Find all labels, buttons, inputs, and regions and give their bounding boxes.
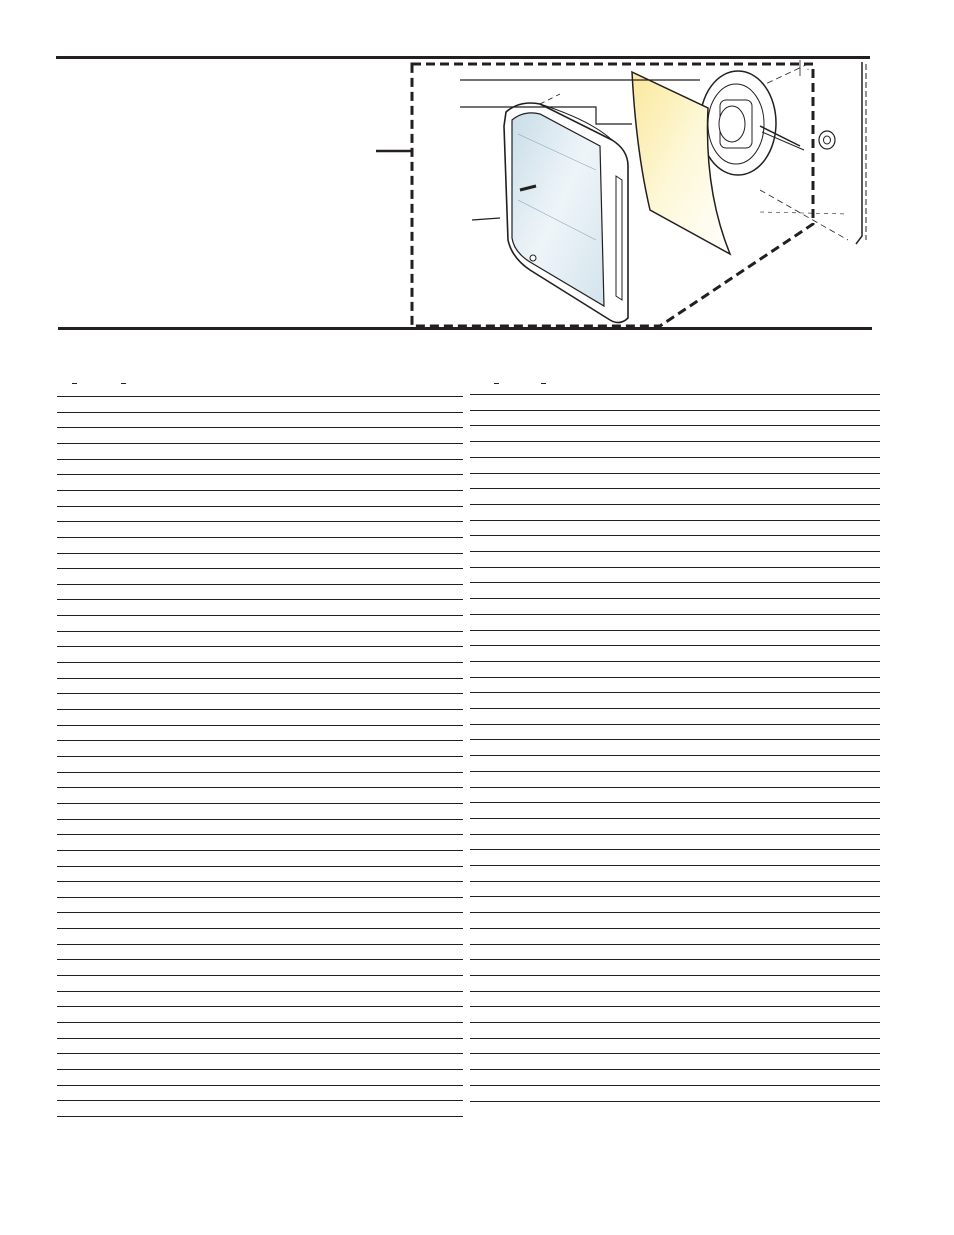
table-row	[470, 928, 880, 929]
table-row	[57, 568, 463, 569]
table-row	[470, 818, 880, 819]
table-row	[470, 425, 880, 426]
table-row	[470, 614, 880, 615]
table-row	[57, 709, 463, 710]
table-row	[57, 897, 463, 898]
table-row	[57, 756, 463, 757]
table-row	[57, 725, 463, 726]
table-row	[470, 441, 880, 442]
grommet	[819, 131, 835, 149]
table-row	[57, 772, 463, 773]
table-row	[470, 645, 880, 646]
table-row	[470, 677, 880, 678]
parts-table-left	[57, 396, 463, 1136]
table-row	[470, 410, 880, 411]
table-row	[470, 473, 880, 474]
table-row	[470, 739, 880, 740]
table-row	[470, 1069, 880, 1070]
table-row	[470, 567, 880, 568]
table-row	[57, 537, 463, 538]
table-row	[470, 771, 880, 772]
table-row	[57, 459, 463, 460]
table-row	[57, 959, 463, 960]
table-row	[57, 678, 463, 679]
table-row	[57, 506, 463, 507]
table-row	[470, 802, 880, 803]
table-row	[470, 849, 880, 850]
table-row	[57, 1022, 463, 1023]
table-row	[470, 787, 880, 788]
table-row	[57, 553, 463, 554]
table-row	[57, 662, 463, 663]
table-row	[57, 599, 463, 600]
table-row	[470, 991, 880, 992]
table-row	[57, 474, 463, 475]
table-row	[57, 881, 463, 882]
table-row	[470, 535, 880, 536]
table-row	[470, 551, 880, 552]
table-row	[57, 787, 463, 788]
table-row	[470, 959, 880, 960]
table-row	[470, 1101, 880, 1102]
parts-table-header-left	[72, 383, 132, 389]
table-row	[470, 692, 880, 693]
table-row	[470, 881, 880, 882]
table-row	[470, 630, 880, 631]
table-row	[57, 412, 463, 413]
table-row	[470, 1022, 880, 1023]
table-row	[57, 944, 463, 945]
table-row	[57, 1069, 463, 1070]
table-row	[470, 865, 880, 866]
table-row	[57, 819, 463, 820]
front-cover	[504, 94, 628, 323]
table-row	[57, 1038, 463, 1039]
table-row	[57, 850, 463, 851]
table-row	[57, 615, 463, 616]
table-row	[57, 584, 463, 585]
table-row	[57, 1100, 463, 1101]
table-row	[470, 457, 880, 458]
table-row	[470, 1085, 880, 1086]
table-row	[57, 1053, 463, 1054]
table-row	[470, 944, 880, 945]
table-row	[57, 396, 463, 397]
table-row	[470, 912, 880, 913]
table-row	[57, 631, 463, 632]
table-row	[470, 708, 880, 709]
table-row	[470, 520, 880, 521]
table-row	[57, 928, 463, 929]
table-row	[57, 912, 463, 913]
table-row	[57, 803, 463, 804]
exploded-parts-diagram	[372, 50, 882, 332]
table-row	[57, 1116, 463, 1117]
table-row	[57, 427, 463, 428]
table-row	[470, 834, 880, 835]
table-row	[470, 582, 880, 583]
table-row	[470, 661, 880, 662]
table-row	[470, 1038, 880, 1039]
table-row	[57, 991, 463, 992]
table-row	[470, 394, 880, 395]
table-row	[57, 1006, 463, 1007]
table-row	[57, 646, 463, 647]
table-row	[470, 504, 880, 505]
table-row	[470, 755, 880, 756]
table-row	[470, 724, 880, 725]
table-row	[57, 866, 463, 867]
table-row	[470, 1006, 880, 1007]
table-row	[57, 490, 463, 491]
table-row	[470, 488, 880, 489]
table-row	[470, 598, 880, 599]
table-row	[57, 521, 463, 522]
table-row	[57, 740, 463, 741]
fan-ring	[700, 71, 804, 175]
table-row	[57, 693, 463, 694]
parts-table-header-right	[494, 383, 554, 389]
table-row	[470, 896, 880, 897]
table-row	[57, 1085, 463, 1086]
table-row	[57, 834, 463, 835]
table-row	[57, 443, 463, 444]
parts-table-right	[470, 394, 880, 1116]
table-row	[470, 975, 880, 976]
table-row	[57, 975, 463, 976]
table-row	[470, 1053, 880, 1054]
